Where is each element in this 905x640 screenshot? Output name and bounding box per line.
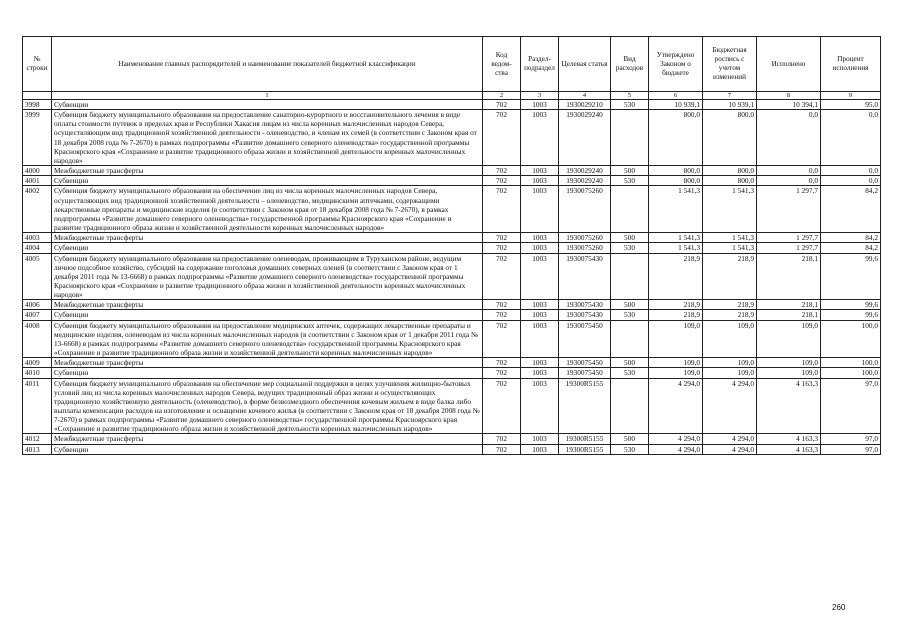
column-number: 2 (483, 92, 521, 100)
row-section: 1003 (521, 253, 559, 300)
row-target-article: 19300R5155 (559, 378, 611, 434)
row-section: 1003 (521, 300, 559, 310)
row-approved: 4 294,0 (649, 378, 703, 434)
row-executed: 0,0 (757, 110, 821, 166)
header-budget-schedule: Бюджетная роспись с учетом изменений (703, 37, 757, 92)
budget-execution-table (22, 36, 881, 455)
row-target-article: 1930029210 (559, 100, 611, 110)
column-number: 9 (821, 92, 881, 100)
column-number: 6 (649, 92, 703, 100)
row-budget-schedule: 1 541,3 (703, 243, 757, 253)
row-name: Субвенции (52, 176, 483, 186)
row-dept-code: 702 (483, 368, 521, 378)
row-section: 1003 (521, 176, 559, 186)
row-percent: 100,0 (821, 368, 881, 378)
row-executed: 109,0 (757, 368, 821, 378)
row-expense-type (611, 378, 649, 434)
row-approved: 109,0 (649, 358, 703, 368)
row-executed: 218,1 (757, 310, 821, 320)
row-target-article: 1930075260 (559, 243, 611, 253)
header-percent: Процент исполнения (821, 37, 881, 92)
row-dept-code: 702 (483, 176, 521, 186)
row-expense-type: 530 (611, 310, 649, 320)
row-section: 1003 (521, 434, 559, 444)
row-approved: 10 939,1 (649, 100, 703, 110)
row-number: 4008 (23, 320, 52, 358)
table-row (23, 368, 881, 378)
row-percent: 99,6 (821, 253, 881, 300)
row-name: Субвенция бюджету муниципального образования на предоставление медицинских аптечек, содержащих лекарственные препараты и медицинские изделия, оленеводам из числа коренных малочисленных народов (в соответствии с Законом края от 1 декабря 2011 года № 13-6668) в рамках подпрограммы «Развитие домашнего северного оленеводства» государственной программы Красноярского края «Сохранение и развитие традиционного образа жизни и хозяйственной деятельности коренных малочисленных народов» (52, 320, 483, 358)
row-target-article: 1930075450 (559, 320, 611, 358)
row-section: 1003 (521, 243, 559, 253)
row-percent: 84,2 (821, 233, 881, 243)
row-name: Субвенции (52, 243, 483, 253)
row-number: 4004 (23, 243, 52, 253)
row-budget-schedule: 800,0 (703, 110, 757, 166)
row-target-article: 1930075430 (559, 310, 611, 320)
row-budget-schedule: 800,0 (703, 176, 757, 186)
column-number: 7 (703, 92, 757, 100)
row-dept-code: 702 (483, 166, 521, 176)
header-row-number: № строки (23, 37, 52, 92)
row-number: 4010 (23, 368, 52, 378)
row-target-article: 19300R5155 (559, 434, 611, 444)
row-executed: 109,0 (757, 320, 821, 358)
row-expense-type: 530 (611, 368, 649, 378)
row-name: Межбюджетные трансферты (52, 358, 483, 368)
row-budget-schedule: 1 541,3 (703, 233, 757, 243)
row-percent: 0,0 (821, 176, 881, 186)
row-target-article: 1930029240 (559, 166, 611, 176)
row-budget-schedule: 218,9 (703, 300, 757, 310)
row-percent: 100,0 (821, 320, 881, 358)
row-dept-code: 702 (483, 320, 521, 358)
row-percent: 97,0 (821, 378, 881, 434)
row-dept-code: 702 (483, 253, 521, 300)
row-number: 4009 (23, 358, 52, 368)
row-expense-type (611, 320, 649, 358)
row-dept-code: 702 (483, 310, 521, 320)
row-executed: 4 163,3 (757, 434, 821, 444)
row-percent: 84,2 (821, 186, 881, 233)
row-name: Субвенция бюджету муниципального образования на обеспечение лиц из числа коренных малочисленных народов Севера, осуществляющих вид традиционной хозяйственной деятельности – оленеводство, медицинскими аптечками, содержащими лекарственные препараты и медицинские изделия (в соответствии с Законом края от 18 декабря 2008 года № 7-2670), в рамках подпрограммы «Развитие домашнего северного оленеводства» государственной программы Красноярского края «Сохранение и развитие традиционного образа жизни и хозяйственной деятельности коренных малочисленных народов» (52, 186, 483, 233)
row-section: 1003 (521, 186, 559, 233)
row-target-article: 1930075450 (559, 358, 611, 368)
table-row (23, 320, 881, 358)
row-budget-schedule: 800,0 (703, 166, 757, 176)
header-row (23, 37, 881, 92)
row-number: 4007 (23, 310, 52, 320)
table-row (23, 378, 881, 434)
row-section: 1003 (521, 233, 559, 243)
row-executed: 1 297,7 (757, 243, 821, 253)
row-percent: 97,0 (821, 434, 881, 444)
row-section: 1003 (521, 110, 559, 166)
row-percent: 99,6 (821, 310, 881, 320)
row-name: Субвенция бюджету муниципального образования на предоставление санаторно-курортного и восстановительного лечения в виде оплаты стоимости путевок в пределах края и Республики Хакасия лицам из числа коренных малочисленных народов Севера, осуществляющим вид традиционной хозяйственной деятельности - оленеводство, и членам их семей (в соответствии с Законом края от 18 декабря 2008 года № 7-2670) в рамках подпрограммы «Развитие домашнего северного оленеводства» государственной программы Красноярского края «Сохранение и развитие традиционного образа жизни и хозяйственной деятельности коренных малочисленных народов» (52, 110, 483, 166)
row-section: 1003 (521, 320, 559, 358)
row-name: Субвенции (52, 310, 483, 320)
row-number: 4011 (23, 378, 52, 434)
row-section: 1003 (521, 310, 559, 320)
table-row (23, 176, 881, 186)
row-executed: 218,1 (757, 300, 821, 310)
table-row (23, 444, 881, 454)
row-expense-type (611, 186, 649, 233)
table-row (23, 310, 881, 320)
row-number: 4001 (23, 176, 52, 186)
row-approved: 218,9 (649, 310, 703, 320)
table-row (23, 300, 881, 310)
row-approved: 218,9 (649, 300, 703, 310)
row-approved: 800,0 (649, 166, 703, 176)
row-approved: 800,0 (649, 110, 703, 166)
column-number: 4 (559, 92, 611, 100)
header-executed: Исполнено (757, 37, 821, 92)
row-expense-type (611, 253, 649, 300)
column-number: 8 (757, 92, 821, 100)
row-approved: 109,0 (649, 368, 703, 378)
row-dept-code: 702 (483, 444, 521, 454)
row-approved: 218,9 (649, 253, 703, 300)
row-budget-schedule: 4 294,0 (703, 434, 757, 444)
row-percent: 99,6 (821, 300, 881, 310)
row-executed: 218,1 (757, 253, 821, 300)
row-approved: 1 541,3 (649, 233, 703, 243)
page-number: 260 (832, 603, 846, 612)
row-dept-code: 702 (483, 378, 521, 434)
row-percent: 100,0 (821, 358, 881, 368)
header-section: Раздел-подраздел (521, 37, 559, 92)
row-budget-schedule: 109,0 (703, 320, 757, 358)
row-target-article: 1930075260 (559, 186, 611, 233)
row-number: 4003 (23, 233, 52, 243)
row-section: 1003 (521, 378, 559, 434)
row-expense-type: 500 (611, 166, 649, 176)
row-expense-type: 500 (611, 358, 649, 368)
header-dept-code: Код ведом-ства (483, 37, 521, 92)
table-row (23, 233, 881, 243)
row-dept-code: 702 (483, 243, 521, 253)
row-name: Субвенция бюджету муниципального образования на обеспечение мер социальной поддержки в целях улучшения жилищно-бытовых условий лиц из числа коренных малочисленных народов Севера, ведущих традиционный образ жизни и осуществляющих традиционную хозяйственную деятельность (оленеводство), в форме безвозмездного обеспечения кочевым жильем в виде балка либо выплаты компенсации расходов на изготовление и оснащение кочевого жилья (в соответствии с Законом края от 18 декабря 2008 года № 7-2670) в рамках подпрограммы «Развитие домашнего северного оленеводства» государственной программы Красноярского края «Сохранение и развитие традиционного образа жизни и хозяйственной деятельности коренных малочисленных народов» (52, 378, 483, 434)
row-name: Межбюджетные трансферты (52, 233, 483, 243)
row-number: 4000 (23, 166, 52, 176)
table-row (23, 166, 881, 176)
row-approved: 109,0 (649, 320, 703, 358)
row-executed: 1 297,7 (757, 186, 821, 233)
row-dept-code: 702 (483, 100, 521, 110)
row-executed: 0,0 (757, 176, 821, 186)
row-budget-schedule: 10 939,1 (703, 100, 757, 110)
row-target-article: 1930075430 (559, 253, 611, 300)
row-expense-type: 500 (611, 233, 649, 243)
table-row (23, 358, 881, 368)
row-section: 1003 (521, 444, 559, 454)
row-approved: 800,0 (649, 176, 703, 186)
row-number: 3998 (23, 100, 52, 110)
row-target-article: 1930029240 (559, 110, 611, 166)
column-number-row (23, 92, 881, 100)
row-dept-code: 702 (483, 434, 521, 444)
row-budget-schedule: 4 294,0 (703, 444, 757, 454)
row-approved: 1 541,3 (649, 243, 703, 253)
row-executed: 1 297,7 (757, 233, 821, 243)
row-budget-schedule: 109,0 (703, 358, 757, 368)
row-expense-type: 530 (611, 444, 649, 454)
row-name: Субвенции (52, 368, 483, 378)
row-number: 4005 (23, 253, 52, 300)
row-dept-code: 702 (483, 110, 521, 166)
row-percent: 0,0 (821, 166, 881, 176)
row-expense-type (611, 110, 649, 166)
header-target-article: Целевая статья (559, 37, 611, 92)
row-name: Субвенция бюджету муниципального образования на предоставление оленеводам, проживающим в Туруханском районе, ведущим личное подсобное хозяйство, субсидий на содержание поголовья домашних северных оленей (в соответствии с Законом края от 1 декабря 2011 года № 13-6668) в рамках подпрограммы «Развитие домашнего северного оленеводства» государственной программы Красноярского края «Сохранение и развитие традиционного образа жизни и хозяйственной деятельности коренных малочисленных народов» (52, 253, 483, 300)
row-section: 1003 (521, 166, 559, 176)
header-approved: Утверждено Законом о бюджете (649, 37, 703, 92)
row-name: Межбюджетные трансферты (52, 166, 483, 176)
table-row (23, 243, 881, 253)
row-expense-type: 500 (611, 434, 649, 444)
header-name: Наименование главных распорядителей и наименование показателей бюджетной классификации (52, 37, 483, 92)
row-target-article: 1930075450 (559, 368, 611, 378)
row-approved: 4 294,0 (649, 444, 703, 454)
row-target-article: 1930029240 (559, 176, 611, 186)
row-expense-type: 530 (611, 100, 649, 110)
column-number: 5 (611, 92, 649, 100)
row-expense-type: 500 (611, 300, 649, 310)
row-section: 1003 (521, 100, 559, 110)
row-percent: 95,0 (821, 100, 881, 110)
column-number: 3 (521, 92, 559, 100)
row-expense-type: 530 (611, 176, 649, 186)
row-budget-schedule: 4 294,0 (703, 378, 757, 434)
table-row (23, 100, 881, 110)
budget-report-sheet (22, 36, 880, 455)
row-section: 1003 (521, 368, 559, 378)
row-name: Субвенции (52, 444, 483, 454)
row-number: 3999 (23, 110, 52, 166)
row-approved: 4 294,0 (649, 434, 703, 444)
row-budget-schedule: 1 541,3 (703, 186, 757, 233)
row-executed: 0,0 (757, 166, 821, 176)
row-executed: 4 163,3 (757, 444, 821, 454)
table-row (23, 110, 881, 166)
row-percent: 84,2 (821, 243, 881, 253)
row-dept-code: 702 (483, 358, 521, 368)
row-section: 1003 (521, 358, 559, 368)
row-name: Субвенции (52, 100, 483, 110)
row-number: 4012 (23, 434, 52, 444)
row-name: Межбюджетные трансферты (52, 434, 483, 444)
table-row (23, 253, 881, 300)
table-row (23, 434, 881, 444)
row-percent: 0,0 (821, 110, 881, 166)
row-number: 4006 (23, 300, 52, 310)
row-dept-code: 702 (483, 186, 521, 233)
header-expense-type: Вид расходов (611, 37, 649, 92)
row-approved: 1 541,3 (649, 186, 703, 233)
row-budget-schedule: 218,9 (703, 310, 757, 320)
row-number: 4013 (23, 444, 52, 454)
row-dept-code: 702 (483, 233, 521, 243)
row-name: Межбюджетные трансферты (52, 300, 483, 310)
row-expense-type: 530 (611, 243, 649, 253)
row-budget-schedule: 109,0 (703, 368, 757, 378)
row-target-article: 1930075430 (559, 300, 611, 310)
row-percent: 97,0 (821, 444, 881, 454)
column-number: 1 (52, 92, 483, 100)
row-budget-schedule: 218,9 (703, 253, 757, 300)
row-number: 4002 (23, 186, 52, 233)
row-executed: 10 394,1 (757, 100, 821, 110)
row-dept-code: 702 (483, 300, 521, 310)
row-executed: 109,0 (757, 358, 821, 368)
row-executed: 4 163,3 (757, 378, 821, 434)
table-body (23, 100, 881, 455)
row-target-article: 19300R5155 (559, 444, 611, 454)
table-row (23, 186, 881, 233)
column-number (23, 92, 52, 100)
row-target-article: 1930075260 (559, 233, 611, 243)
